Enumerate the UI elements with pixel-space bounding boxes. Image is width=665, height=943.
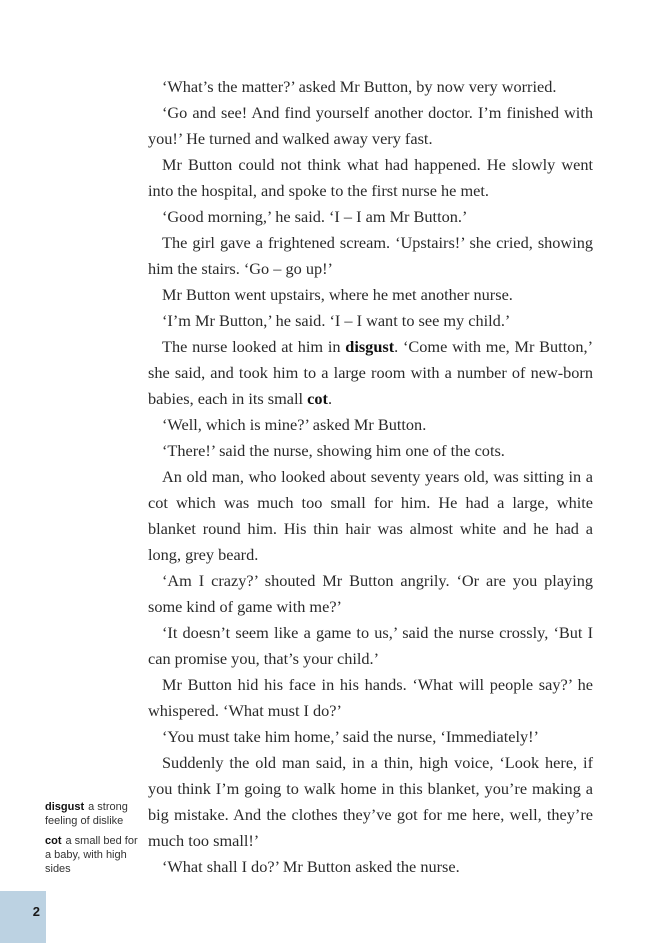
text-run: ‘It doesn’t seem like a game to us,’ said the nurse crossly, ‘But I can promise you, that’s your child.’ (148, 623, 593, 668)
text-run: The nurse looked at him in (162, 337, 346, 356)
text-run: ‘Well, which is mine?’ asked Mr Button. (162, 415, 427, 434)
paragraph (148, 152, 593, 204)
paragraph (148, 672, 593, 724)
paragraph (148, 204, 593, 230)
text-run: The girl gave a frightened scream. ‘Upstairs!’ she cried, showing him the stairs. ‘Go – go up!’ (148, 233, 593, 278)
text-run: . (327, 389, 333, 408)
paragraph (148, 438, 593, 464)
glossary (45, 800, 140, 882)
text-run: An old man, who looked about seventy years old, was sitting in a cot which was much too small for him. He had a large, white blanket round him. His thin hair was almost white and he had a long, grey beard. (148, 467, 593, 564)
text-run: ‘You must take him home,’ said the nurse, ‘Immediately!’ (162, 727, 539, 746)
glossary-term: disgust (45, 801, 85, 813)
paragraph (148, 854, 593, 880)
text-run: ‘What shall I do?’ Mr Button asked the nurse. (162, 857, 460, 876)
paragraph (148, 100, 593, 152)
paragraph (148, 74, 593, 100)
glossary-term: cot (45, 835, 62, 847)
page-number: 2 (32, 904, 40, 919)
text-run: Mr Button hid his face in his hands. ‘What will people say?’ he whispered. ‘What must I do?’ (148, 675, 593, 720)
paragraph (148, 724, 593, 750)
glossed-word: disgust (345, 337, 395, 356)
text-run: ‘I’m Mr Button,’ he said. ‘I – I want to see my child.’ (162, 311, 511, 330)
text-run: Mr Button went upstairs, where he met another nurse. (162, 285, 513, 304)
glossary-entry (45, 800, 140, 828)
glossary-definition: a small bed for a baby, with high sides (45, 835, 138, 875)
paragraph (148, 282, 593, 308)
paragraph (148, 568, 593, 620)
paragraph (148, 464, 593, 568)
paragraph (148, 334, 593, 412)
glossed-word: cot (307, 389, 328, 408)
paragraph (148, 412, 593, 438)
paragraph (148, 750, 593, 854)
paragraph (148, 620, 593, 672)
paragraph (148, 308, 593, 334)
text-run: . ‘Come with me, Mr Button,’ she said, and took him to a large room with a number of new-born babies, each in its small (148, 337, 594, 408)
text-run: ‘There!’ said the nurse, showing him one of the cots. (162, 441, 505, 460)
glossary-definition: a strong feeling of dislike (45, 801, 128, 827)
paragraph (148, 230, 593, 282)
text-run: ‘Am I crazy?’ shouted Mr Button angrily. ‘Or are you playing some kind of game with me?’ (148, 571, 593, 616)
text-run: Mr Button could not think what had happened. He slowly went into the hospital, and spoke to the first nurse he met. (148, 155, 593, 200)
glossary-entry (45, 834, 140, 876)
text-run: ‘Go and see! And find yourself another doctor. I’m finished with you!’ He turned and walked away very fast. (148, 103, 593, 148)
text-run: ‘What’s the matter?’ asked Mr Button, by now very worried. (162, 77, 557, 96)
text-run: Suddenly the old man said, in a thin, high voice, ‘Look here, if you think I’m going to walk home in this blanket, you’re making a big mistake. And the clothes they’ve got for me here, well, they’re much too small!’ (148, 753, 593, 850)
story-text (148, 74, 593, 880)
text-run: ‘Good morning,’ he said. ‘I – I am Mr Button.’ (162, 207, 468, 226)
